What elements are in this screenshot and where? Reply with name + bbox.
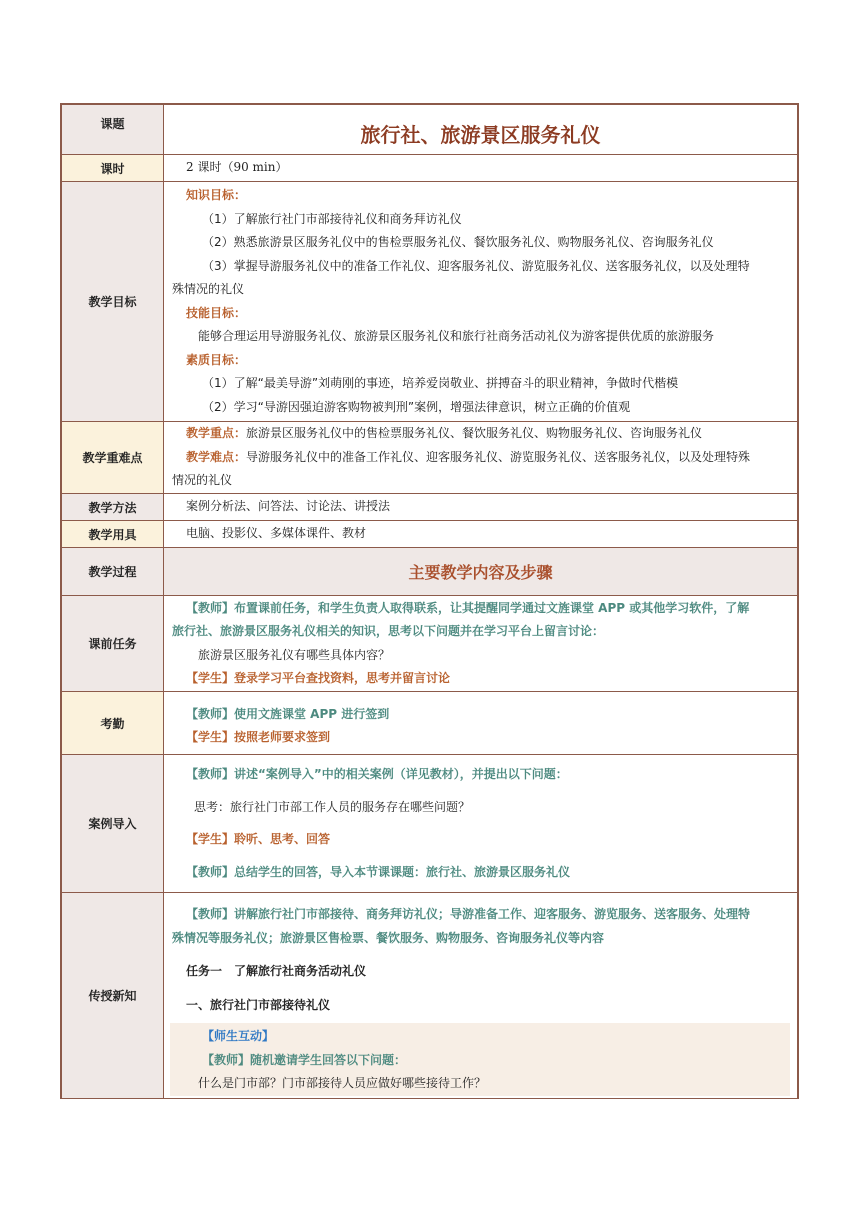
process-label: 教学过程 <box>62 548 164 596</box>
key-points-label: 教学重难点 <box>62 422 164 494</box>
case-label: 案例导入 <box>62 755 164 893</box>
pre-class-student: 【学生】登录学习平台查找资料，思考并留言讨论 <box>186 671 451 685</box>
attendance-cell <box>164 692 798 755</box>
hours-value: 2 课时（90 min） <box>164 155 798 182</box>
knowledge-goal-1: （1）了解旅行社门市部接待礼仪和商务拜访礼仪 <box>202 211 462 226</box>
case-student: 【学生】聆听、思考、回答 <box>186 832 331 846</box>
process-heading: 主要教学内容及步骤 <box>164 548 798 596</box>
focus-heading: 教学重点： <box>186 426 247 441</box>
skill-goal-heading: 技能目标： <box>186 305 247 320</box>
goals-label: 教学目标 <box>62 182 164 422</box>
new-knowledge-teacher-cont: 殊情况等服务礼仪；旅游景区售检票、餐饮服务、购物服务、咨询服务礼仪等内容 <box>172 930 605 945</box>
pre-class-cell <box>164 596 798 692</box>
knowledge-goal-heading: 知识目标： <box>186 188 247 202</box>
pre-class-label: 课前任务 <box>62 596 164 692</box>
knowledge-goal-2: （2）熟悉旅游景区服务礼仪中的售检票服务礼仪、餐饮服务礼仪、购物服务礼仪、咨询服务礼仪 <box>202 235 714 249</box>
goals-cell <box>164 182 798 422</box>
pre-class-teacher: 【教师】布置课前任务，和学生负责人取得联系，让其提醒同学通过文旌课堂 APP 或其他学习软件，了解 <box>186 600 750 615</box>
difficulty-text: 导游服务礼仪中的准备工作礼仪、迎客服务礼仪、游览服务礼仪、送客服务礼仪，以及处理特殊 <box>246 449 751 464</box>
pre-class-question: 旅游景区服务礼仪有哪些具体内容？ <box>198 647 391 662</box>
case-teacher: 【教师】讲述“案例导入”中的相关案例（详见教材），并提出以下问题： <box>186 767 568 781</box>
quality-goal-1: （1）了解“最美导游”刘萌刚的事迹，培养爱岗敬业、拼搏奋斗的职业精神，争做时代楷模 <box>202 376 679 390</box>
knowledge-goal-3-cont: 殊情况的礼仪 <box>172 282 245 296</box>
case-teacher-summary: 【教师】总结学生的回答，导入本节课课题：旅行社、旅游景区服务礼仪 <box>186 864 571 879</box>
attendance-student: 【学生】按照老师要求签到 <box>186 730 331 744</box>
quality-goal-2: （2）学习“导游因强迫游客购物被判刑”案例，增强法律意识，树立正确的价值观 <box>202 399 631 414</box>
page-title: 旅行社、旅游景区服务礼仪 <box>360 123 601 147</box>
pre-class-teacher-cont: 旅行社、旅游景区服务礼仪相关的知识，思考以下问题并在学习平台上留言讨论： <box>172 624 605 638</box>
topic-title-cell <box>164 105 798 155</box>
new-knowledge-teacher: 【教师】讲解旅行社门市部接待、商务拜访礼仪；导游准备工作、迎客服务、游览服务、送客服务、处理特 <box>186 907 751 921</box>
topic-label: 课题 <box>62 105 164 155</box>
section-heading: 一、旅行社门市部接待礼仪 <box>186 997 331 1012</box>
interaction-question: 什么是门市部？门市部接待人员应做好哪些接待工作？ <box>198 1076 487 1090</box>
case-think: 思考：旅行社门市部工作人员的服务存在哪些问题？ <box>194 799 471 814</box>
methods-label: 教学方法 <box>62 494 164 521</box>
interaction-heading: 【师生互动】 <box>202 1029 275 1043</box>
tools-label: 教学用具 <box>62 521 164 548</box>
attendance-teacher: 【教师】使用文旌课堂 APP 进行签到 <box>186 706 390 721</box>
new-knowledge-cell <box>164 893 798 1099</box>
lesson-plan-table <box>60 103 799 1099</box>
tools-value: 电脑、投影仪、多媒体课件、教材 <box>164 521 798 548</box>
methods-value: 案例分析法、问答法、讨论法、讲授法 <box>164 494 798 521</box>
attendance-label: 考勤 <box>62 692 164 755</box>
key-points-cell <box>164 422 798 494</box>
task-heading: 任务一 了解旅行社商务活动礼仪 <box>186 964 367 978</box>
case-cell <box>164 755 798 893</box>
hours-label: 课时 <box>62 155 164 182</box>
interaction-box <box>170 1023 790 1096</box>
quality-goal-heading: 素质目标： <box>186 352 247 367</box>
difficulty-text-cont: 情况的礼仪 <box>172 473 233 488</box>
skill-goal: 能够合理运用导游服务礼仪、旅游景区服务礼仪和旅行社商务活动礼仪为游客提供优质的旅游服务 <box>198 329 715 343</box>
new-knowledge-label: 传授新知 <box>62 893 164 1099</box>
focus-text: 旅游景区服务礼仪中的售检票服务礼仪、餐饮服务礼仪、购物服务礼仪、咨询服务礼仪 <box>246 426 703 441</box>
interaction-teacher: 【教师】随机邀请学生回答以下问题： <box>202 1052 407 1067</box>
difficulty-heading: 教学难点： <box>186 449 247 464</box>
knowledge-goal-3: （3）掌握导游服务礼仪中的准备工作礼仪、迎客服务礼仪、游览服务礼仪、送客服务礼仪，以及处理特 <box>202 258 750 273</box>
